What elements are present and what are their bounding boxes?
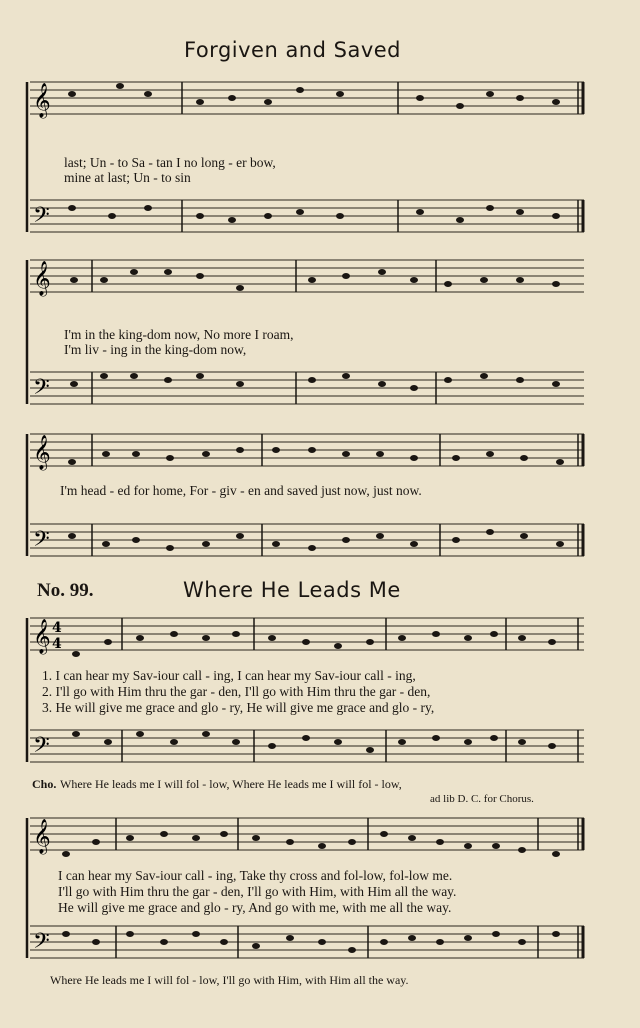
lyric-line: I'm head - ed for home, For - giv - en and saved just now, just now.	[60, 483, 422, 498]
svg-text:𝄞: 𝄞	[33, 619, 51, 654]
svg-text:𝄢: 𝄢	[33, 527, 50, 557]
svg-text:𝄢: 𝄢	[33, 375, 50, 405]
chorus-line: Where He leads me I will fol - low, I'll go with Him, with Him all the way.	[50, 973, 409, 987]
svg-text:𝄞: 𝄞	[33, 83, 51, 118]
chorus-label: Cho.	[32, 777, 57, 791]
svg-text:𝄢: 𝄢	[33, 733, 50, 763]
svg-text:4: 4	[52, 620, 62, 636]
lyric-line: I'm in the king-dom now, No more I roam,	[64, 327, 294, 342]
svg-text:𝄞: 𝄞	[33, 261, 51, 296]
lyric-line: I'm liv - ing in the king-dom now,	[64, 342, 247, 357]
hymn-title: Forgiven and Saved	[184, 38, 402, 62]
svg-text:𝄢: 𝄢	[33, 929, 50, 959]
hymn-title: Where He Leads Me	[183, 578, 401, 602]
svg-text:𝄞: 𝄞	[33, 435, 51, 470]
lyric-line: last; Un - to Sa - tan I no long - er bow,	[64, 155, 276, 170]
hymn-number: No. 99.	[37, 580, 94, 601]
verse-line: I'll go with Him thru the gar - den, I'll go with Him, with Him all the way.	[58, 884, 457, 899]
chorus-line: Where He leads me I will fol - low, Where He leads me I will fol - low,	[60, 777, 402, 791]
dc-note: ad lib D. C. for Chorus.	[430, 793, 534, 805]
svg-text:𝄢: 𝄢	[33, 203, 50, 233]
verse-line: 1. I can hear my Sav-iour call - ing, I can hear my Sav-iour call - ing,	[42, 668, 416, 683]
verse-line: He will give me grace and glo - ry, And go with me, with me all the way.	[58, 900, 452, 915]
verse-line: 2. I'll go with Him thru the gar - den, I'll go with Him thru the gar - den,	[42, 684, 431, 699]
lyric-line: mine at last; Un - to sin	[64, 170, 191, 185]
svg-text:𝄞: 𝄞	[33, 819, 51, 854]
verse-line: I can hear my Sav-iour call - ing, Take thy cross and fol-low, fol-low me.	[58, 868, 453, 883]
svg-text:4: 4	[52, 636, 62, 652]
verse-line: 3. He will give me grace and glo - ry, He will give me grace and glo - ry,	[42, 700, 435, 715]
